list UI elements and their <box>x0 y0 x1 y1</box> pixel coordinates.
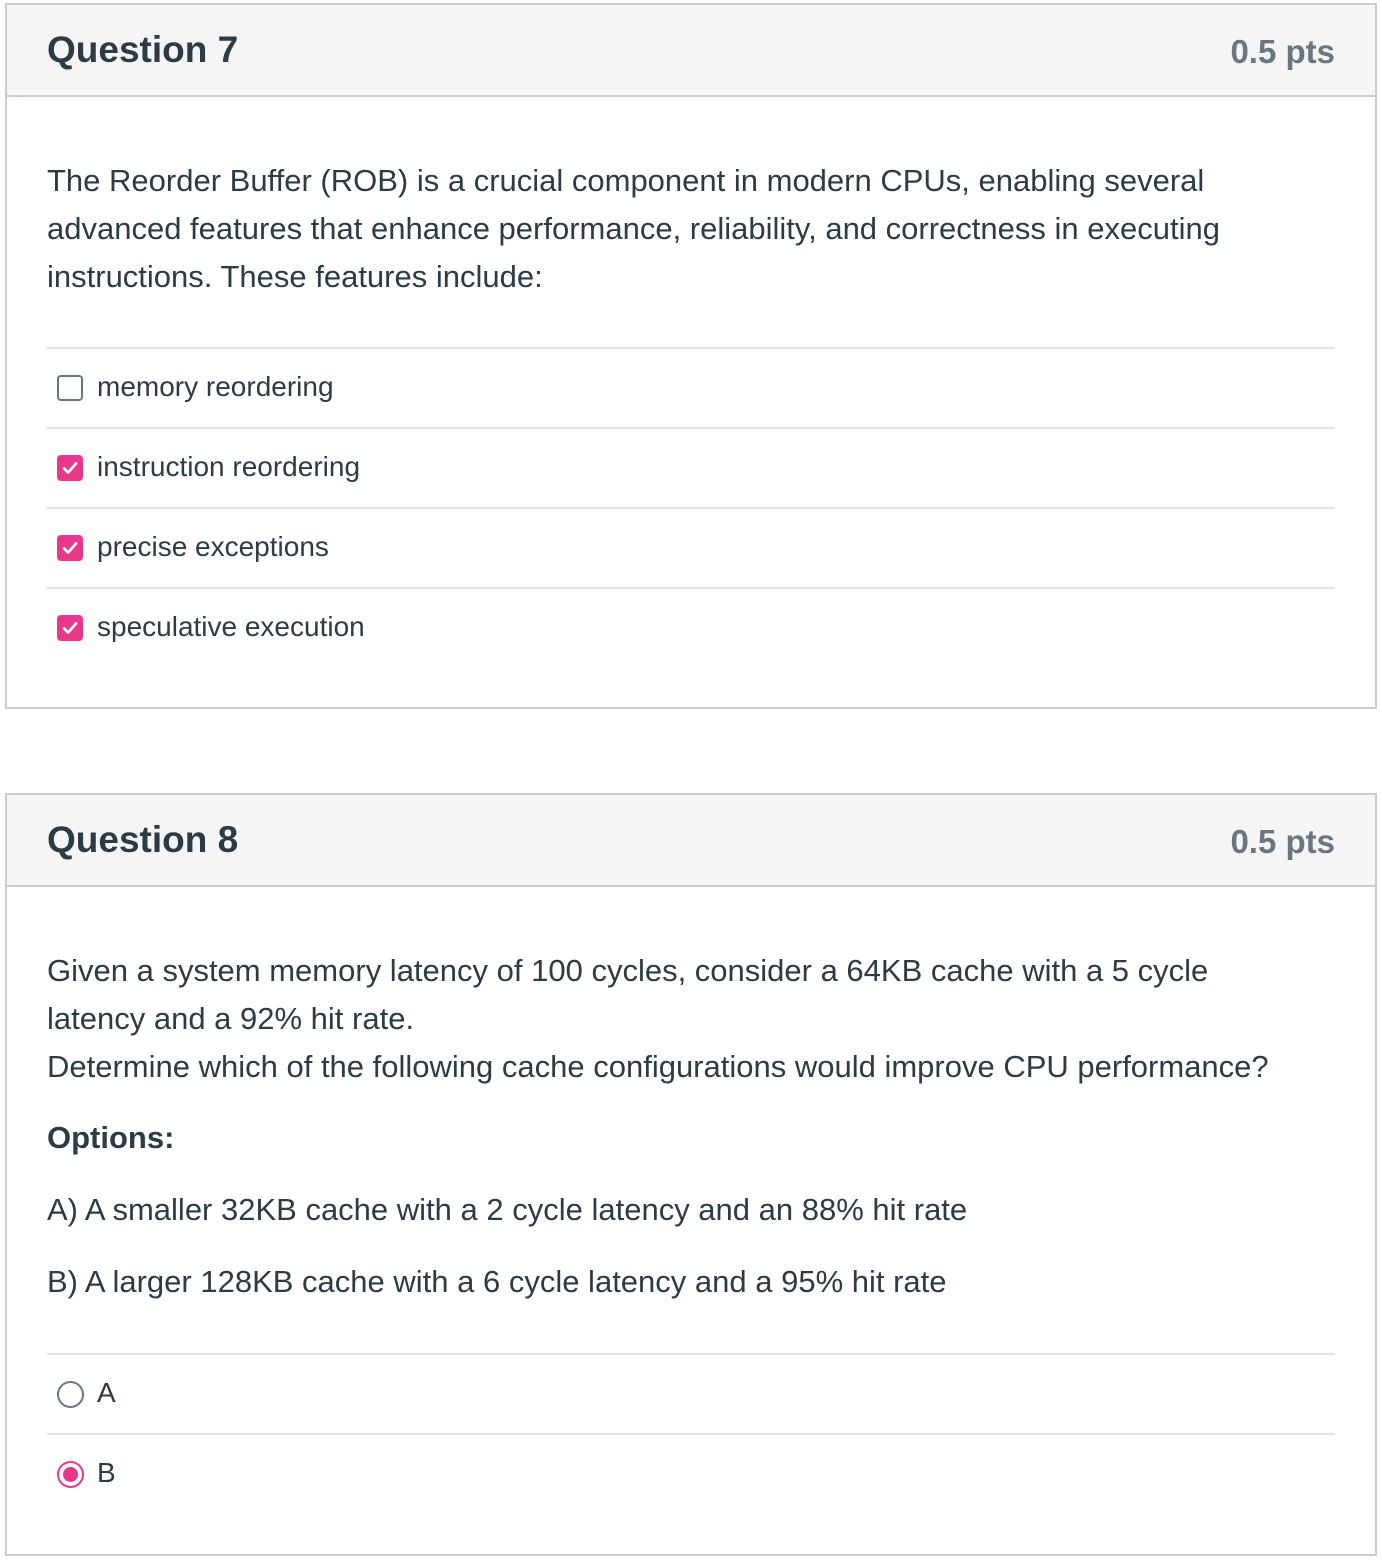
checkbox-checked[interactable] <box>57 455 83 481</box>
answer-label: B <box>97 1457 116 1488</box>
question-8-header <box>7 795 1375 887</box>
question-8-card <box>5 793 1377 1556</box>
radio-unselected[interactable] <box>57 1381 84 1408</box>
question-7-header <box>7 5 1375 97</box>
question-text-line: latency and a 92% hit rate. <box>47 1001 415 1036</box>
question-7-card <box>5 3 1377 709</box>
question-text-line: instructions. These features include: <box>47 259 543 294</box>
answer-label: precise exceptions <box>97 531 329 562</box>
answer-a[interactable] <box>47 1353 1335 1433</box>
answer-label: A <box>97 1377 116 1408</box>
answer-instruction-reordering[interactable] <box>47 427 1335 507</box>
question-8-points: 0.5 pts <box>1230 823 1335 860</box>
checkmark-icon <box>61 619 79 637</box>
question-7-title: Question 7 <box>47 29 239 70</box>
question-text-line: advanced features that enhance performance, reliability, and correctness in executing <box>47 211 1220 246</box>
options-heading: Options: <box>47 1120 175 1155</box>
question-8-title: Question 8 <box>47 819 239 860</box>
radio-dot-icon <box>63 1467 78 1482</box>
checkmark-icon <box>61 539 79 557</box>
question-text-line: Given a system memory latency of 100 cycles, consider a 64KB cache with a 5 cycle <box>47 953 1209 988</box>
question-8-text <box>47 947 1335 1306</box>
option-description-b: B) A larger 128KB cache with a 6 cycle latency and a 95% hit rate <box>47 1264 947 1299</box>
answer-label: memory reordering <box>97 371 334 402</box>
question-text-line: Determine which of the following cache configurations would improve CPU performance? <box>47 1049 1269 1084</box>
checkbox-checked[interactable] <box>57 615 83 641</box>
question-7-text <box>47 157 1335 301</box>
question-text-line: The Reorder Buffer (ROB) is a crucial component in modern CPUs, enabling several <box>47 163 1205 198</box>
answer-b[interactable] <box>47 1433 1335 1513</box>
answer-precise-exceptions[interactable] <box>47 507 1335 587</box>
question-8-answers <box>47 1353 1335 1513</box>
checkbox-unchecked[interactable] <box>57 375 83 401</box>
answer-speculative-execution[interactable] <box>47 587 1335 667</box>
answer-label: speculative execution <box>97 611 365 642</box>
question-7-answers <box>47 347 1335 667</box>
checkmark-icon <box>61 459 79 477</box>
option-description-a: A) A smaller 32KB cache with a 2 cycle latency and an 88% hit rate <box>47 1192 968 1227</box>
answer-label: instruction reordering <box>97 451 361 482</box>
answer-memory-reordering[interactable] <box>47 347 1335 427</box>
checkbox-checked[interactable] <box>57 535 83 561</box>
radio-selected[interactable] <box>57 1461 84 1488</box>
question-7-points: 0.5 pts <box>1230 33 1335 70</box>
